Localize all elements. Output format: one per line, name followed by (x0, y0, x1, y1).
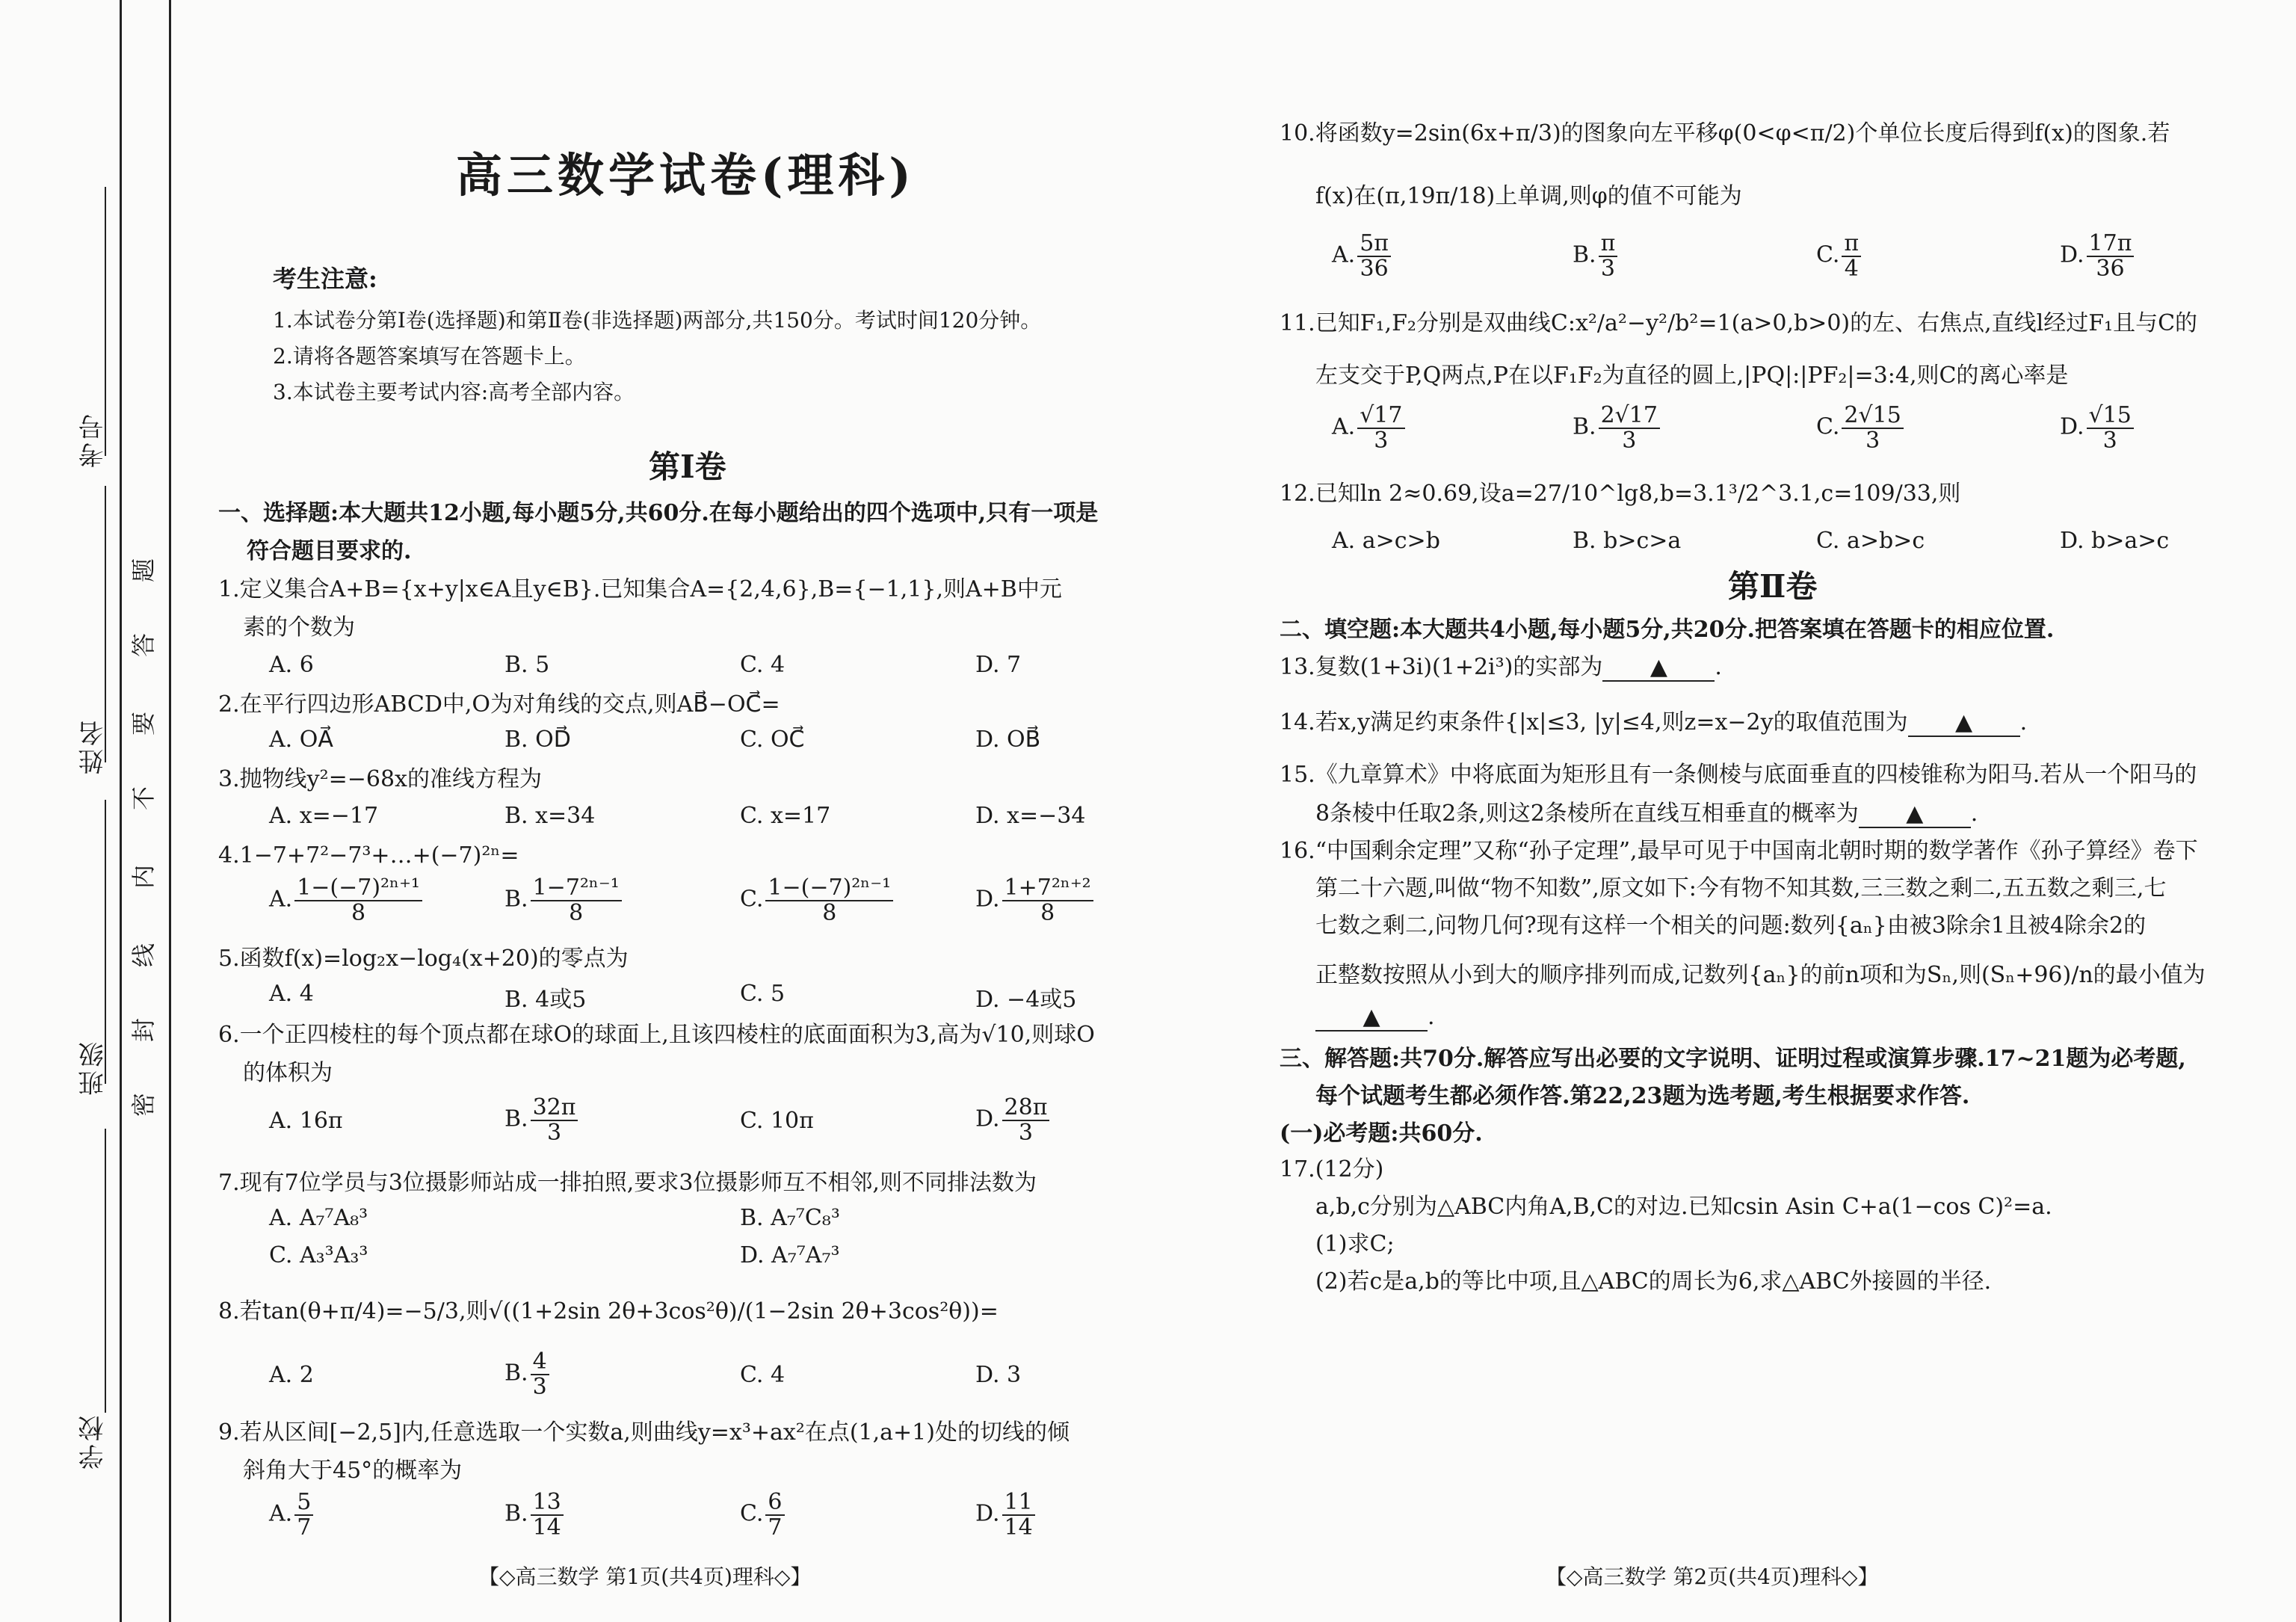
notice-2: 2.请将各题答案填写在答题卡上。 (273, 344, 586, 369)
denominator: 14 (1004, 1514, 1033, 1541)
denominator: 8 (822, 899, 837, 926)
notice-1: 1.本试卷分第Ⅰ卷(选择题)和第Ⅱ卷(非选择题)两部分,共150分。考试时间120分钟。 (273, 308, 1042, 333)
exam-title: 高三数学试卷(理科) (456, 148, 916, 203)
binding-line-outer (120, 0, 122, 1622)
q10-option-a (1332, 232, 1393, 280)
option-letter: B. (1573, 241, 1596, 268)
option-letter: C. (740, 1500, 764, 1527)
q8-option-b (504, 1350, 552, 1399)
numerator: 28π (1002, 1096, 1050, 1121)
denominator: 36 (1360, 255, 1389, 282)
fraction (531, 1096, 578, 1144)
numerator: 4 (531, 1350, 549, 1375)
q7-option-a: A. A₇⁷A₈³ (269, 1205, 368, 1231)
question-15: 15.《九章算术》中将底面为矩形且有一条侧棱与底面垂直的四棱锥称为阳马.若从一个阳马的 (1280, 762, 2197, 788)
option-letter: B. (504, 1106, 528, 1132)
fraction (294, 876, 422, 925)
fraction (531, 876, 622, 925)
q3-option-b: B. x=34 (504, 803, 596, 829)
triangle-mark: ▲ (1363, 1004, 1380, 1030)
q4-option-c (740, 876, 895, 925)
question-9-cont: 斜角大于45°的概率为 (243, 1458, 463, 1484)
q7-option-b: B. A₇⁷C₈³ (740, 1205, 840, 1231)
q11-option-b (1573, 404, 1662, 452)
required-heading: (一)必考题:共60分. (1280, 1120, 1483, 1147)
numerator: 1−(−7)²ⁿ⁻¹ (765, 876, 893, 901)
fraction (531, 1350, 549, 1399)
numerator: 32π (531, 1096, 578, 1121)
q4-option-b (504, 876, 624, 925)
q10-option-d (2060, 232, 2136, 280)
q2-option-c: C. OC⃗ (740, 727, 805, 753)
seal-char: 线 (129, 943, 158, 968)
numerator: 2√15 (1842, 404, 1903, 429)
answer-blank (1859, 801, 1971, 828)
fraction (765, 1490, 784, 1539)
option-letter: D. (975, 1500, 1000, 1527)
numerator: √15 (2087, 404, 2134, 429)
question-16-line4: 正整数按照从小到大的顺序排列而成,记数列{aₙ}的前n项和为Sₙ,则(Sₙ+96)/n的最小值为 (1315, 962, 2206, 988)
option-letter: A. (1332, 241, 1356, 268)
denominator: 3 (1866, 427, 1880, 454)
question-2: 2.在平行四边形ABCD中,O为对角线的交点,则AB⃗−OC⃗= (218, 691, 780, 718)
section3-heading: 三、解答题:共70分.解答应写出必要的文字说明、证明过程或演算步骤.17~21题为必考题, (1280, 1046, 2186, 1072)
section1-heading-cont: 符合题目要求的. (247, 538, 412, 564)
q1-option-c: C. 4 (740, 652, 786, 678)
q5-option-a: A. 4 (269, 981, 314, 1007)
option-letter: B. (504, 1500, 528, 1527)
question-6-cont: 的体积为 (243, 1060, 333, 1086)
part2-title: 第Ⅱ卷 (1728, 568, 1818, 605)
numerator: π (1599, 232, 1618, 257)
seal-char: 内 (129, 864, 158, 889)
question-16-line2: 第二十六题,叫做“物不知数”,原文如下:今有物不知其数,三三数之剩二,五五数之剩三,七 (1315, 875, 2167, 901)
denominator: 3 (1374, 427, 1389, 454)
fraction (2087, 232, 2135, 280)
fraction (1842, 232, 1861, 280)
part1-title: 第Ⅰ卷 (649, 448, 726, 485)
q2-option-d: D. OB⃗ (975, 727, 1041, 753)
denominator: 7 (297, 1514, 312, 1541)
q8-option-c: C. 4 (740, 1362, 786, 1388)
option-letter: B. (1573, 413, 1596, 440)
question-16-line3: 七数之剩二,问物几何?现有这样一个相关的问题:数列{aₙ}由被3除余1且被4除余2的 (1315, 913, 2147, 939)
numerator: 1−(−7)²ⁿ⁺¹ (294, 876, 422, 901)
question-1: 1.定义集合A+B={x+y|x∈A且y∈B}.已知集合A={2,4,6},B={−1,1},则A+B中元 (218, 576, 1062, 602)
denominator: 14 (532, 1514, 561, 1541)
q12-option-c: C. a>b>c (1816, 528, 1925, 554)
question-11: 11.已知F₁,F₂分别是双曲线C:x²/a²−y²/b²=1(a>0,b>0)的左、右焦点,直线l经过F₁且与C的 (1280, 310, 2198, 336)
numerator: π (1842, 232, 1861, 257)
q10-option-c (1816, 232, 1863, 280)
q5-option-d: D. −4或5 (975, 987, 1077, 1013)
option-letter: D. (975, 886, 1000, 913)
question-11-cont: 左支交于P,Q两点,P在以F₁F₂为直径的圆上,|PQ|:|PF₂|=3:4,则C的离心率是 (1315, 363, 2069, 389)
numerator: 5π (1357, 232, 1391, 257)
denominator: 3 (1600, 255, 1615, 282)
fraction (1002, 876, 1093, 925)
period: . (1715, 654, 1722, 680)
denominator: 7 (768, 1514, 783, 1541)
q1-option-a: A. 6 (269, 652, 314, 678)
section1-heading: 一、选择题:本大题共12小题,每小题5分,共60分.在每小题给出的四个选项中,只有一项是 (218, 500, 1099, 526)
section2-heading: 二、填空题:本大题共4小题,每小题5分,共20分.把答案填在答题卡的相应位置. (1280, 617, 2055, 643)
question-8: 8.若tan(θ+π/4)=−5/3,则√((1+2sin 2θ+3cos²θ)/(1−2sin 2θ+3cos²θ))= (218, 1298, 999, 1325)
seal-char: 答 (129, 632, 158, 658)
q6-option-c: C. 10π (740, 1108, 814, 1134)
q12-option-b: B. b>c>a (1573, 528, 1682, 554)
numerator: 13 (531, 1490, 564, 1516)
question-17-part1: (1)求C; (1315, 1231, 1395, 1257)
numerator: √17 (1357, 404, 1404, 429)
q2-option-b: B. OD⃗ (504, 727, 571, 753)
denominator: 8 (569, 899, 584, 926)
numerator: 17π (2087, 232, 2135, 257)
question-16: 16.“中国剩余定理”又称“孙子定理”,最早可见于中国南北朝时期的数学著作《孙子算经》卷下 (1280, 838, 2198, 864)
triangle-mark: ▲ (1955, 709, 1973, 736)
q3-option-c: C. x=17 (740, 803, 831, 829)
question-16-blank-line (1315, 999, 1435, 1036)
page2-footer: 【◇高三数学 第2页(共4页)理科◇】 (1546, 1564, 1879, 1589)
q11-option-d (2060, 404, 2136, 452)
fraction (2087, 404, 2134, 452)
denominator: 8 (351, 899, 366, 926)
fraction (1599, 232, 1618, 280)
q8-option-a: A. 2 (269, 1362, 314, 1388)
question-6: 6.一个正四棱柱的每个顶点都在球O的球面上,且该四棱柱的底面面积为3,高为√10,则球O (218, 1022, 1095, 1048)
triangle-mark: ▲ (1906, 801, 1924, 827)
notice-heading: 考生注意: (273, 265, 377, 293)
fraction (1002, 1490, 1035, 1539)
period: . (1428, 1004, 1435, 1030)
numerator: 5 (294, 1490, 313, 1516)
binding-line-inner (169, 0, 171, 1622)
question-13 (1280, 649, 1722, 686)
question-15-cont (1315, 795, 1978, 833)
q3-option-a: A. x=−17 (269, 803, 379, 829)
q8-option-d: D. 3 (975, 1362, 1022, 1388)
question-10: 10.将函数y=2sin(6x+π/3)的图象向左平移φ(0<φ<π/2)个单位长度后得到f(x)的图象.若 (1280, 120, 2170, 147)
q11-option-c (1816, 404, 1906, 452)
section3-heading-cont: 每个试题考生都必须作答.第22,23题为选考题,考生根据要求作答. (1315, 1083, 1970, 1109)
question-14-text: 14.若x,y满足约束条件{|x|≤3, |y|≤4,则z=x−2y的取值范围为 (1280, 709, 1908, 736)
q1-option-d: D. 7 (975, 652, 1022, 678)
page1-footer: 【◇高三数学 第1页(共4页)理科◇】 (478, 1564, 812, 1589)
fraction (1002, 1096, 1050, 1144)
q3-option-d: D. x=−34 (975, 803, 1086, 829)
seal-char: 密 (129, 1092, 158, 1117)
option-letter: B. (504, 886, 528, 913)
question-17: a,b,c分别为△ABC内角A,B,C的对边.已知csin Asin C+a(1−cos C)²=a. (1315, 1194, 2052, 1220)
question-1-cont: 素的个数为 (243, 614, 355, 641)
seal-char: 题 (129, 558, 158, 583)
q9-option-a (269, 1490, 315, 1539)
q4-option-d (975, 876, 1096, 925)
question-15-text: 8条棱中任取2条,则这2条棱所在直线互相垂直的概率为 (1315, 801, 1859, 827)
q4-option-a (269, 876, 425, 925)
q12-option-a: A. a>c>b (1332, 528, 1440, 554)
numerator: 1−7²ⁿ⁻¹ (531, 876, 622, 901)
denominator: 36 (2096, 255, 2125, 282)
answer-blank (1908, 710, 2020, 737)
q1-option-b: B. 5 (504, 652, 550, 678)
period: . (1970, 801, 1978, 827)
denominator: 4 (1844, 255, 1859, 282)
option-letter: C. (1816, 413, 1840, 440)
q2-option-a: A. OA⃗ (269, 727, 333, 753)
q9-option-b (504, 1490, 566, 1539)
answer-blank (1602, 655, 1715, 682)
q7-option-d: D. A₇⁷A₇³ (740, 1242, 840, 1268)
q7-option-c: C. A₃³A₃³ (269, 1242, 368, 1268)
denominator: 3 (532, 1373, 547, 1400)
numerator: 11 (1002, 1490, 1035, 1516)
q6-option-d (975, 1096, 1052, 1144)
fraction (1599, 404, 1660, 452)
q5-option-b: B. 4或5 (504, 987, 587, 1013)
question-10-cont: f(x)在(π,19π/18)上单调,则φ的值不可能为 (1315, 183, 1742, 209)
name-label: 姓名 (78, 718, 108, 774)
fraction (294, 1490, 313, 1539)
q9-option-d (975, 1490, 1037, 1539)
fraction (1842, 404, 1903, 452)
option-letter: A. (1332, 413, 1356, 440)
q5-option-c: C. 5 (740, 981, 786, 1007)
numerator: 6 (765, 1490, 784, 1516)
option-letter: D. (2060, 413, 2084, 440)
question-5: 5.函数f(x)=log₂x−log₄(x+20)的零点为 (218, 946, 629, 972)
triangle-mark: ▲ (1650, 654, 1667, 680)
q11-option-a (1332, 404, 1407, 452)
fraction (1357, 232, 1391, 280)
denominator: 8 (1040, 899, 1055, 926)
q12-option-d: D. b>a>c (2060, 528, 2170, 554)
option-letter: C. (1816, 241, 1840, 268)
school-label: 学校 (78, 1413, 108, 1470)
question-9: 9.若从区间[−2,5]内,任意选取一个实数a,则曲线y=x³+ax²在点(1,a+1)处的切线的倾 (218, 1419, 1070, 1446)
q6-option-a: A. 16π (269, 1108, 343, 1134)
q6-option-b (504, 1096, 580, 1144)
option-letter: D. (975, 1106, 1000, 1132)
q9-option-c (740, 1490, 787, 1539)
numerator: 1+7²ⁿ⁺² (1002, 876, 1093, 901)
school-blank (105, 1129, 106, 1413)
seal-char: 要 (129, 711, 158, 736)
option-letter: A. (269, 886, 293, 913)
question-17-head: 17.(12分) (1280, 1156, 1384, 1182)
question-7: 7.现有7位学员与3位摄影师站成一排拍照,要求3位摄影师互不相邻,则不同排法数为 (218, 1170, 1037, 1196)
exam-no-label: 考号 (78, 411, 108, 468)
seal-char: 不 (129, 786, 158, 811)
option-letter: C. (740, 886, 764, 913)
fraction (531, 1490, 564, 1539)
option-letter: D. (2060, 241, 2084, 268)
question-4: 4.1−7+7²−7³+…+(−7)²ⁿ= (218, 842, 519, 869)
option-letter: A. (269, 1500, 293, 1527)
question-3: 3.抛物线y²=−68x的准线方程为 (218, 766, 542, 792)
denominator: 3 (546, 1119, 562, 1146)
numerator: 2√17 (1599, 404, 1660, 429)
question-14 (1280, 704, 2027, 741)
class-label: 班级 (78, 1039, 108, 1096)
fraction (765, 876, 893, 925)
period: . (2019, 709, 2028, 736)
seal-char: 封 (129, 1017, 158, 1043)
option-letter: B. (504, 1360, 528, 1387)
notice-3: 3.本试卷主要考试内容:高考全部内容。 (273, 380, 635, 404)
answer-blank (1315, 1005, 1428, 1032)
question-12: 12.已知ln 2≈0.69,设a=27/10^lg8,b=3.1³/2^3.1,c=109/33,则 (1280, 481, 1961, 507)
denominator: 3 (1018, 1119, 1034, 1146)
fraction (1357, 404, 1404, 452)
question-17-part2: (2)若c是a,b的等比中项,且△ABC的周长为6,求△ABC外接圆的半径. (1315, 1268, 1992, 1295)
q10-option-b (1573, 232, 1620, 280)
denominator: 3 (1622, 427, 1637, 454)
question-13-text: 13.复数(1+3i)(1+2i³)的实部为 (1280, 654, 1603, 680)
denominator: 3 (2102, 427, 2117, 454)
